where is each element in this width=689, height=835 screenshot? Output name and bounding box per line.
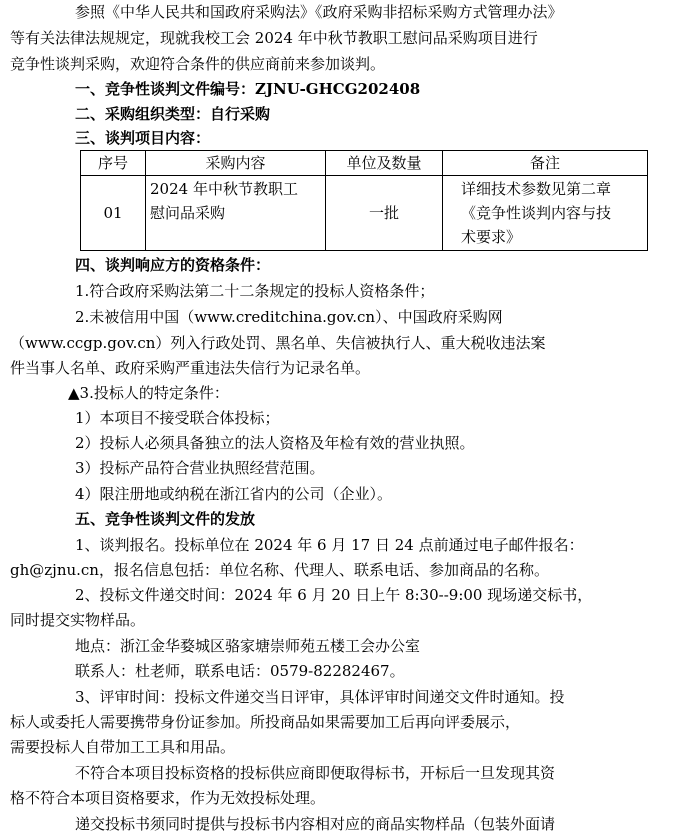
- paragraph-line: （www.ccgp.gov.cn）列入行政处罚、黑名单、失信被执行人、重大税收违法案: [10, 334, 546, 352]
- section-heading: 五、竞争性谈判文件的发放: [75, 510, 256, 528]
- paragraph-line: 2、投标文件递交时间：2024 年 6 月 20 日上午 8:30--9:00 现场递交标书，: [75, 586, 593, 604]
- table-cell: 2024 年中秋节教职工 慰问品采购: [146, 176, 326, 251]
- paragraph-line: 地点：浙江金华婺城区骆家塘崇师苑五楼工会办公室: [75, 637, 421, 655]
- table-cell: 详细技术参数见第二章 《竞争性谈判内容与技 术要求》: [443, 176, 648, 251]
- table-header: 备注: [443, 151, 648, 176]
- table-cell: 01: [81, 176, 146, 251]
- paragraph-line: 竞争性谈判采购，欢迎符合条件的供应商前来参加谈判。: [10, 55, 386, 73]
- paragraph-line: 件当事人名单、政府采购严重违法失信行为记录名单。: [10, 359, 371, 377]
- section-heading: 四、谈判响应方的资格条件：: [75, 256, 271, 274]
- table-cell: 一批: [326, 176, 443, 251]
- paragraph-line: 联系人：杜老师，联系电话：0579-82282467。: [75, 662, 405, 680]
- section-heading: 三、谈判项目内容：: [75, 129, 211, 147]
- paragraph-line: 2）投标人必须具备独立的法人资格及年检有效的营业执照。: [75, 434, 475, 452]
- paragraph-line: 1.符合政府采购法第二十二条规定的投标人资格条件；: [75, 282, 435, 300]
- paragraph-line: 2.未被信用中国（www.creditchina.gov.cn）、中国政府采购网: [75, 308, 503, 326]
- procurement-table: [80, 150, 648, 251]
- paragraph-line: gh@zjnu.cn，报名信息包括：单位名称、代理人、联系电话、参加商品的名称。: [10, 561, 549, 579]
- paragraph-line: 1）本项目不接受联合体投标；: [75, 409, 280, 427]
- section-heading: 二、采购组织类型：自行采购: [75, 105, 271, 123]
- table-header: 单位及数量: [326, 151, 443, 176]
- section-heading: 一、竞争性谈判文件编号：ZJNU-GHCG202408: [75, 80, 421, 98]
- paragraph-line: 参照《中华人民共和国政府采购法》《政府采购非招标采购方式管理办法》: [75, 3, 563, 21]
- paragraph-line: 等有关法律法规规定，现就我校工会 2024 年中秋节教职工慰问品采购项目进行: [10, 29, 538, 47]
- paragraph-line: 需要投标人自带加工工具和用品。: [10, 738, 236, 756]
- paragraph-line: 3、评审时间：投标文件递交当日评审，具体评审时间递交文件时通知。投: [75, 688, 565, 706]
- paragraph-line: 4）限注册地或纳税在浙江省内的公司（企业）。: [75, 485, 393, 503]
- table-header: 采购内容: [146, 151, 326, 176]
- paragraph-line: 1、谈判报名。投标单位在 2024 年 6 月 17 日 24 点前通过电子邮件报名：: [75, 536, 584, 554]
- paragraph-line: 同时提交实物样品。: [10, 611, 146, 629]
- paragraph-line: ▲3.投标人的特定条件：: [68, 384, 229, 402]
- paragraph-line: 递交投标书须同时提供与投标书内容相对应的商品实物样品（包装外面请: [75, 815, 556, 833]
- paragraph-line: 不符合本项目投标资格的投标供应商即便取得标书，开标后一旦发现其资: [75, 764, 556, 782]
- paragraph-line: 格不符合本项目资格要求，作为无效投标处理。: [10, 789, 326, 807]
- paragraph-line: 标人或委托人需要携带身份证参加。所投商品如果需要加工后再向评委展示，: [10, 713, 521, 731]
- table-row: [81, 176, 648, 251]
- table-header: 序号: [81, 151, 146, 176]
- paragraph-line: 3）投标产品符合营业执照经营范围。: [75, 459, 325, 477]
